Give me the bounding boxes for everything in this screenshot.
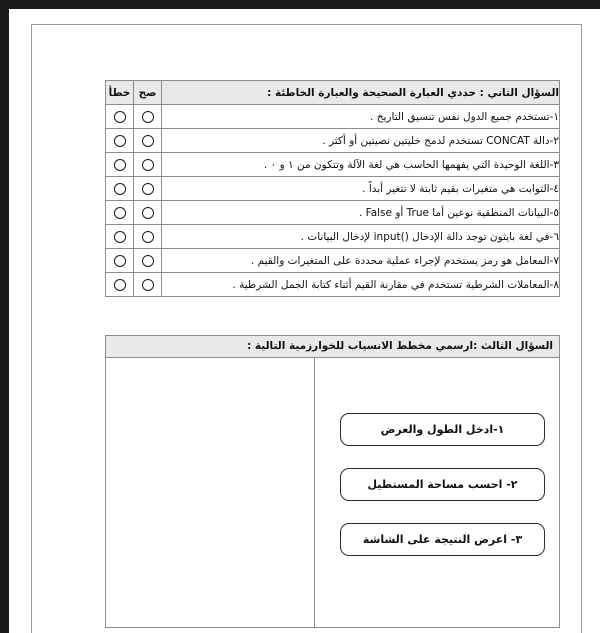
table-row xyxy=(106,273,560,297)
statement-text: ٤-الثوابت هي متغيرات بقيم ثابتة لا تتغير أبداً . xyxy=(162,177,560,201)
column-header-false: خطأ xyxy=(106,81,134,105)
true-answer-cell[interactable] xyxy=(134,153,162,177)
true-answer-cell[interactable] xyxy=(134,225,162,249)
circle-radio-icon[interactable] xyxy=(142,255,154,267)
statement-text: ٦-في لغة بايثون توجد دالة الإدخال ()input لإدخال البيانات . xyxy=(162,225,560,249)
circle-radio-icon[interactable] xyxy=(142,159,154,171)
false-answer-cell[interactable] xyxy=(106,105,134,129)
circle-radio-icon[interactable] xyxy=(114,183,126,195)
circle-radio-icon[interactable] xyxy=(142,207,154,219)
column-header-true: صح xyxy=(134,81,162,105)
circle-radio-icon[interactable] xyxy=(114,207,126,219)
false-answer-cell[interactable] xyxy=(106,177,134,201)
false-answer-cell[interactable] xyxy=(106,129,134,153)
false-answer-cell[interactable] xyxy=(106,153,134,177)
circle-radio-icon[interactable] xyxy=(142,231,154,243)
question-two-table xyxy=(105,80,560,297)
false-answer-cell[interactable] xyxy=(106,201,134,225)
true-answer-cell[interactable] xyxy=(134,273,162,297)
table-row xyxy=(106,153,560,177)
statement-text: ٧-المعامل هو رمز يستخدم لإجراء عملية محددة على المتغيرات والقيم . xyxy=(162,249,560,273)
page-content-frame xyxy=(31,24,582,633)
flowchart-steps-pane xyxy=(314,358,559,627)
circle-radio-icon[interactable] xyxy=(114,159,126,171)
statement-text: ٥-البيانات المنطقية نوعين أما True أو False . xyxy=(162,201,560,225)
question-two-rows xyxy=(106,105,560,297)
true-answer-cell[interactable] xyxy=(134,201,162,225)
exam-paper-sheet xyxy=(9,9,600,633)
table-row xyxy=(106,105,560,129)
true-answer-cell[interactable] xyxy=(134,105,162,129)
table-row xyxy=(106,201,560,225)
circle-radio-icon[interactable] xyxy=(114,111,126,123)
statement-text: ١-تستخدم جميع الدول نفس تنسيق التاريخ . xyxy=(162,105,560,129)
question-three-block xyxy=(105,335,560,628)
circle-radio-icon[interactable] xyxy=(114,231,126,243)
flowchart-step-box: ٢- احسب مساحة المستطيل xyxy=(340,468,545,501)
true-answer-cell[interactable] xyxy=(134,249,162,273)
true-answer-cell[interactable] xyxy=(134,177,162,201)
statement-text: ٣-اللغة الوحيدة التي يفهمها الحاسب هي لغة الآلة وتتكون من ١ و ٠ . xyxy=(162,153,560,177)
false-answer-cell[interactable] xyxy=(106,249,134,273)
flowchart-step-box: ٣- اعرض النتيجة على الشاشة xyxy=(340,523,545,556)
flowchart-drawing-area[interactable] xyxy=(106,358,314,627)
table-row xyxy=(106,177,560,201)
true-answer-cell[interactable] xyxy=(134,129,162,153)
circle-radio-icon[interactable] xyxy=(142,279,154,291)
false-answer-cell[interactable] xyxy=(106,273,134,297)
statement-text: ٨-المعاملات الشرطية تستخدم في مقارنة القيم أثناء كتابة الجمل الشرطية . xyxy=(162,273,560,297)
circle-radio-icon[interactable] xyxy=(142,183,154,195)
circle-radio-icon[interactable] xyxy=(114,255,126,267)
question-two-prompt: السؤال الثاني : حددي العبارة الصحيحة والعبارة الخاطئة : xyxy=(162,81,560,105)
false-answer-cell[interactable] xyxy=(106,225,134,249)
circle-radio-icon[interactable] xyxy=(142,111,154,123)
table-row xyxy=(106,129,560,153)
circle-radio-icon[interactable] xyxy=(114,135,126,147)
circle-radio-icon[interactable] xyxy=(114,279,126,291)
circle-radio-icon[interactable] xyxy=(142,135,154,147)
question-three-prompt: السؤال الثالث :ارسمي مخطط الانسياب للخوارزمية التالية : xyxy=(105,335,560,358)
table-row xyxy=(106,225,560,249)
question-three-body xyxy=(105,358,560,628)
statement-text: ٢-دالة CONCAT تستخدم لدمج خليتين نصيتين أو أكثر . xyxy=(162,129,560,153)
table-row xyxy=(106,249,560,273)
flowchart-step-list xyxy=(340,413,545,556)
flowchart-step-box: ١-ادخل الطول والعرض xyxy=(340,413,545,446)
table-header-row xyxy=(106,81,560,105)
